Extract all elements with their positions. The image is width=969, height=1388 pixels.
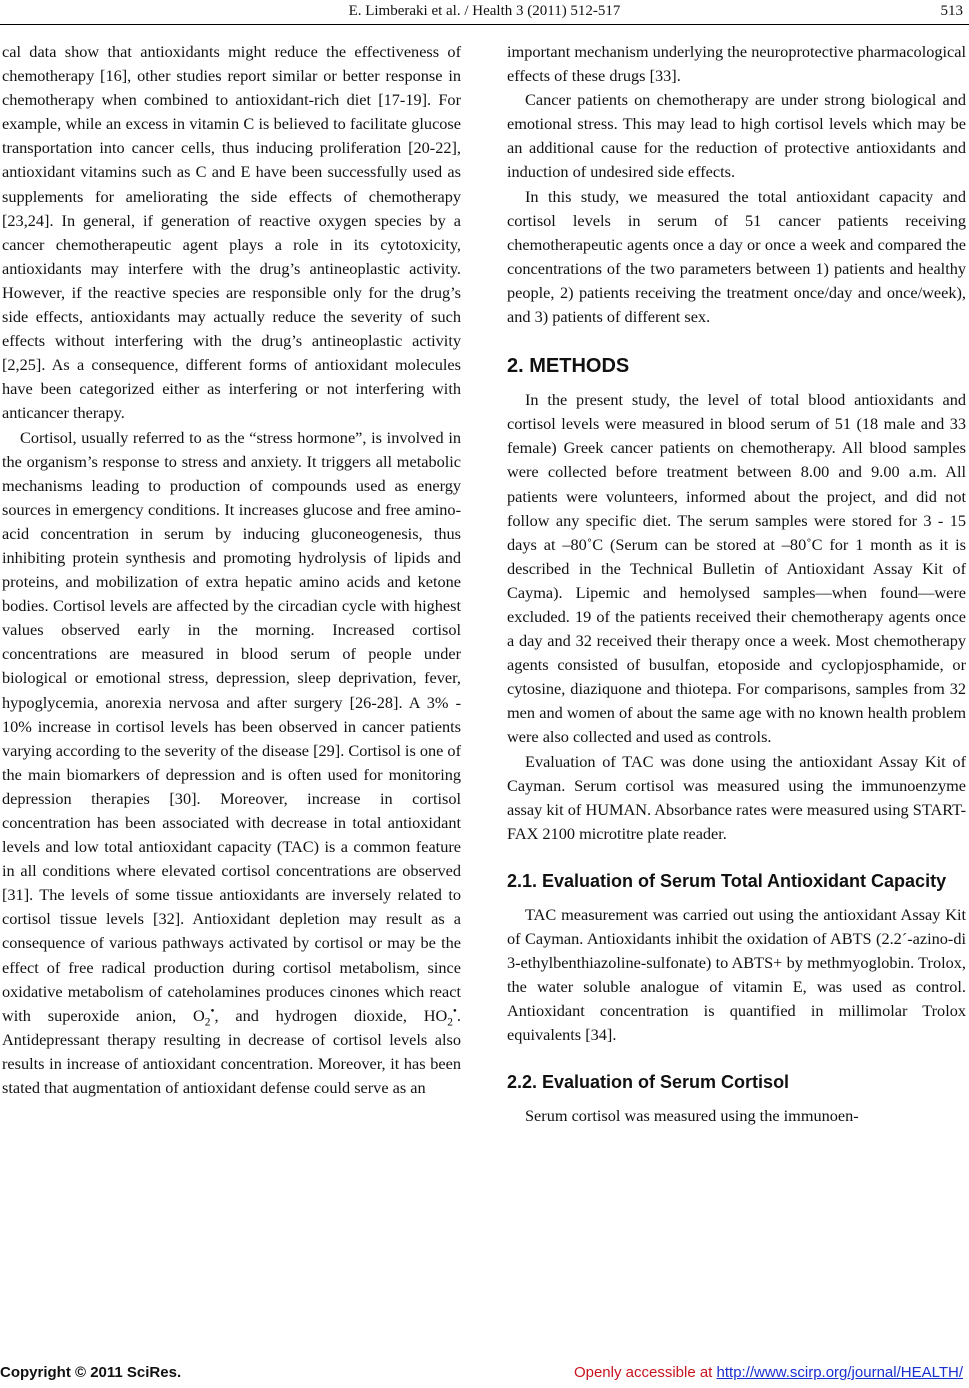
right-column — [507, 40, 966, 1129]
paragraph-cortisol-measurement: Serum cortisol was measured using the immunoen- — [525, 1106, 859, 1126]
paragraph-study-aim: In this study, we measured the total antioxidant capacity and cortisol levels in serum of 51 cancer patients receiving chemotherapeutic agents once a day or once a week and compared the concentrations of the two parameters between 1) patients and healthy people, 2) patients receiving the treatment once/day and once/week), and 3) patients of different sex. — [507, 186, 966, 327]
header-rule — [0, 24, 969, 25]
paragraph-methods-kits: Evaluation of TAC was done using the antioxidant Assay Kit of Cayman. Serum cortisol was measured using the immunoenzyme assay kit of HUMAN. Absorbance rates were measured using START-FAX 2100 microtitre plate reader. — [507, 751, 966, 843]
ho2-subscript: 2 — [447, 1016, 453, 1028]
page-number: 513 — [940, 3, 963, 19]
left-column — [2, 40, 461, 1100]
paragraph-cortisol — [2, 426, 461, 1101]
paragraph-stress: Cancer patients on chemotherapy are under strong biological and emotional stress. This may lead to high cortisol levels which may be an additional cause for the reduction of protective antioxidants and induction of undesired side effects. — [507, 90, 966, 182]
journal-link[interactable]: http://www.scirp.org/journal/HEALTH/ — [716, 1364, 963, 1381]
o2-radical-dot: • — [210, 1005, 215, 1018]
cortisol-text-b: , and hydrogen dioxide, HO — [214, 1005, 448, 1025]
subsection-heading-cortisol: 2.2. Evaluation of Serum Cortisol — [507, 1072, 790, 1093]
running-head: E. Limberaki et al. / Health 3 (2011) 512-517 — [348, 3, 621, 19]
section-heading-methods: 2. METHODS — [507, 355, 630, 378]
open-access-lead: Openly accessible at — [573, 1364, 717, 1381]
copyright-notice: Copyright © 2011 SciRes. — [0, 1364, 182, 1381]
o2-subscript: 2 — [204, 1016, 211, 1028]
cortisol-text-a: Cortisol, usually referred to as the “stress hormone”, is involved in the organism’s response to stress and anxiety. It triggers all metabolic mechanisms leading to production of compounds used as energy sources in emergency conditions. It increases glucose and free amino-acid concentration in serum by inducing gluconeogenesis, thus inhibiting protein synthesis and promoting hydrolysis of lipids and proteins, and mobilization of extra hepatic amino acids and ketone bodies. Cortisol levels are affected by the circadian cycle with highest values observed early in the morning. Increased cortisol concentrations are measured in blood serum of people under biological or emotional stress, depression, sleep deprivation, fever, hypoglycemia, anorexia nervosa and after surgery [26-28]. A 3% - 10% increase in cortisol levels has been observed in cancer patients varying according to the severity of the disease [29]. Cortisol is one of the main biomarkers of depression and is often used for monitoring depression therapies [30]. Moreover, increase in cortisol concentration has been associated with decrease in total antioxidant levels and low total antioxidant capacity (TAC) is a common feature in all conditions where elevated cortisol concentrations are observed [31]. The levels of some tissue antioxidants are inversely related to cortisol tissue levels [32]. Antioxidant depletion may result as a consequence of various pathways activated by cortisol or may be the effect of free radical production during cortisol metabolism, since oxidative metabolism of cateholamines produces cinones which react with superoxide anion, O — [2, 427, 461, 1025]
paragraph-antioxidants-chemotherapy: cal data show that antioxidants might reduce the effectiveness of chemotherapy [16], other studies report similar or better response in chemotherapy when combined to antioxidant-rich diet [17-19]. For example, while an excess in vitamin C is believed to facilitate glucose transportation into cancer cells, thus inducing proliferation [20-22], antioxidant vitamins such as C and E have been successfully used as supplements for ameliorating the side effects of chemotherapy [23,24]. In general, if generation of reactive oxygen species by a cancer chemotherapeutic agent plays a role in its cytotoxicity, antioxidants may interfere with the drug’s antineoplastic activity. However, if the reactive species are responsible only for the drug’s side effects, antioxidants may actually reduce the severity of such effects without interfering with the drug’s antineoplastic activity [2,25]. As a consequence, different forms of antioxidant molecules have been categorized either as interfering or not interfering with anticancer therapy. — [2, 42, 461, 423]
open-access-notice — [574, 1364, 963, 1381]
running-header — [0, 0, 969, 28]
paragraph-methods-samples: In the present study, the level of total blood antioxidants and cortisol levels were measured in blood serum of 51 (18 male and 33 female) Greek cancer patients on chemotherapy. All blood samples were collected before treatment between 8.00 and 9.00 a.m. All patients were volunteers, informed about the project, and did not follow any specific diet. The serum samples were stored for 3 - 15 days at –80˚C (Serum can be stored at –80˚C for 1 month as it is described in the Technical Bulletin of Antioxidant Assay Kit of Cayma). Lipemic and hemolysed samples—when found—were excluded. 19 of the patients received their chemotherapy agents once a day and 32 received their therapy once a week. Most chemotherapy agents consisted of busulfan, etoposide and cyclopjosphamide, or cytosine, diaziquone and thiotepa. For comparisons, samples from 32 men and women of about the same age with no known health problem were also collected and used as controls. — [507, 390, 966, 747]
paragraph-tac-measurement: TAC measurement was carried out using the antioxidant Assay Kit of Cayman. Antioxidants inhibit the oxidation of ABTS (2.2´-azino-di 3-ethylbenthiazoline-sulfonate) to ABTS+ by methmyoglobin. Trolox, the water soluble analogue of vitamin E, was used as control. Antioxidant concentration is quantified in millimolar Trolox equivalents [34]. — [507, 904, 966, 1045]
paragraph-neuroprotective: important mechanism underlying the neuroprotective pharmacological effects of these drugs [33]. — [507, 42, 966, 86]
cortisol-text-c: . Antidepressant therapy resulting in decrease of cortisol levels also results in increase of antioxidant concentration. Moreover, it has been stated that augmentation of antioxidant defense could serve as an — [2, 1005, 461, 1098]
subsection-heading-tac: 2.1. Evaluation of Serum Total Antioxidant Capacity — [507, 870, 947, 891]
ho2-radical-dot: • — [452, 1005, 457, 1018]
